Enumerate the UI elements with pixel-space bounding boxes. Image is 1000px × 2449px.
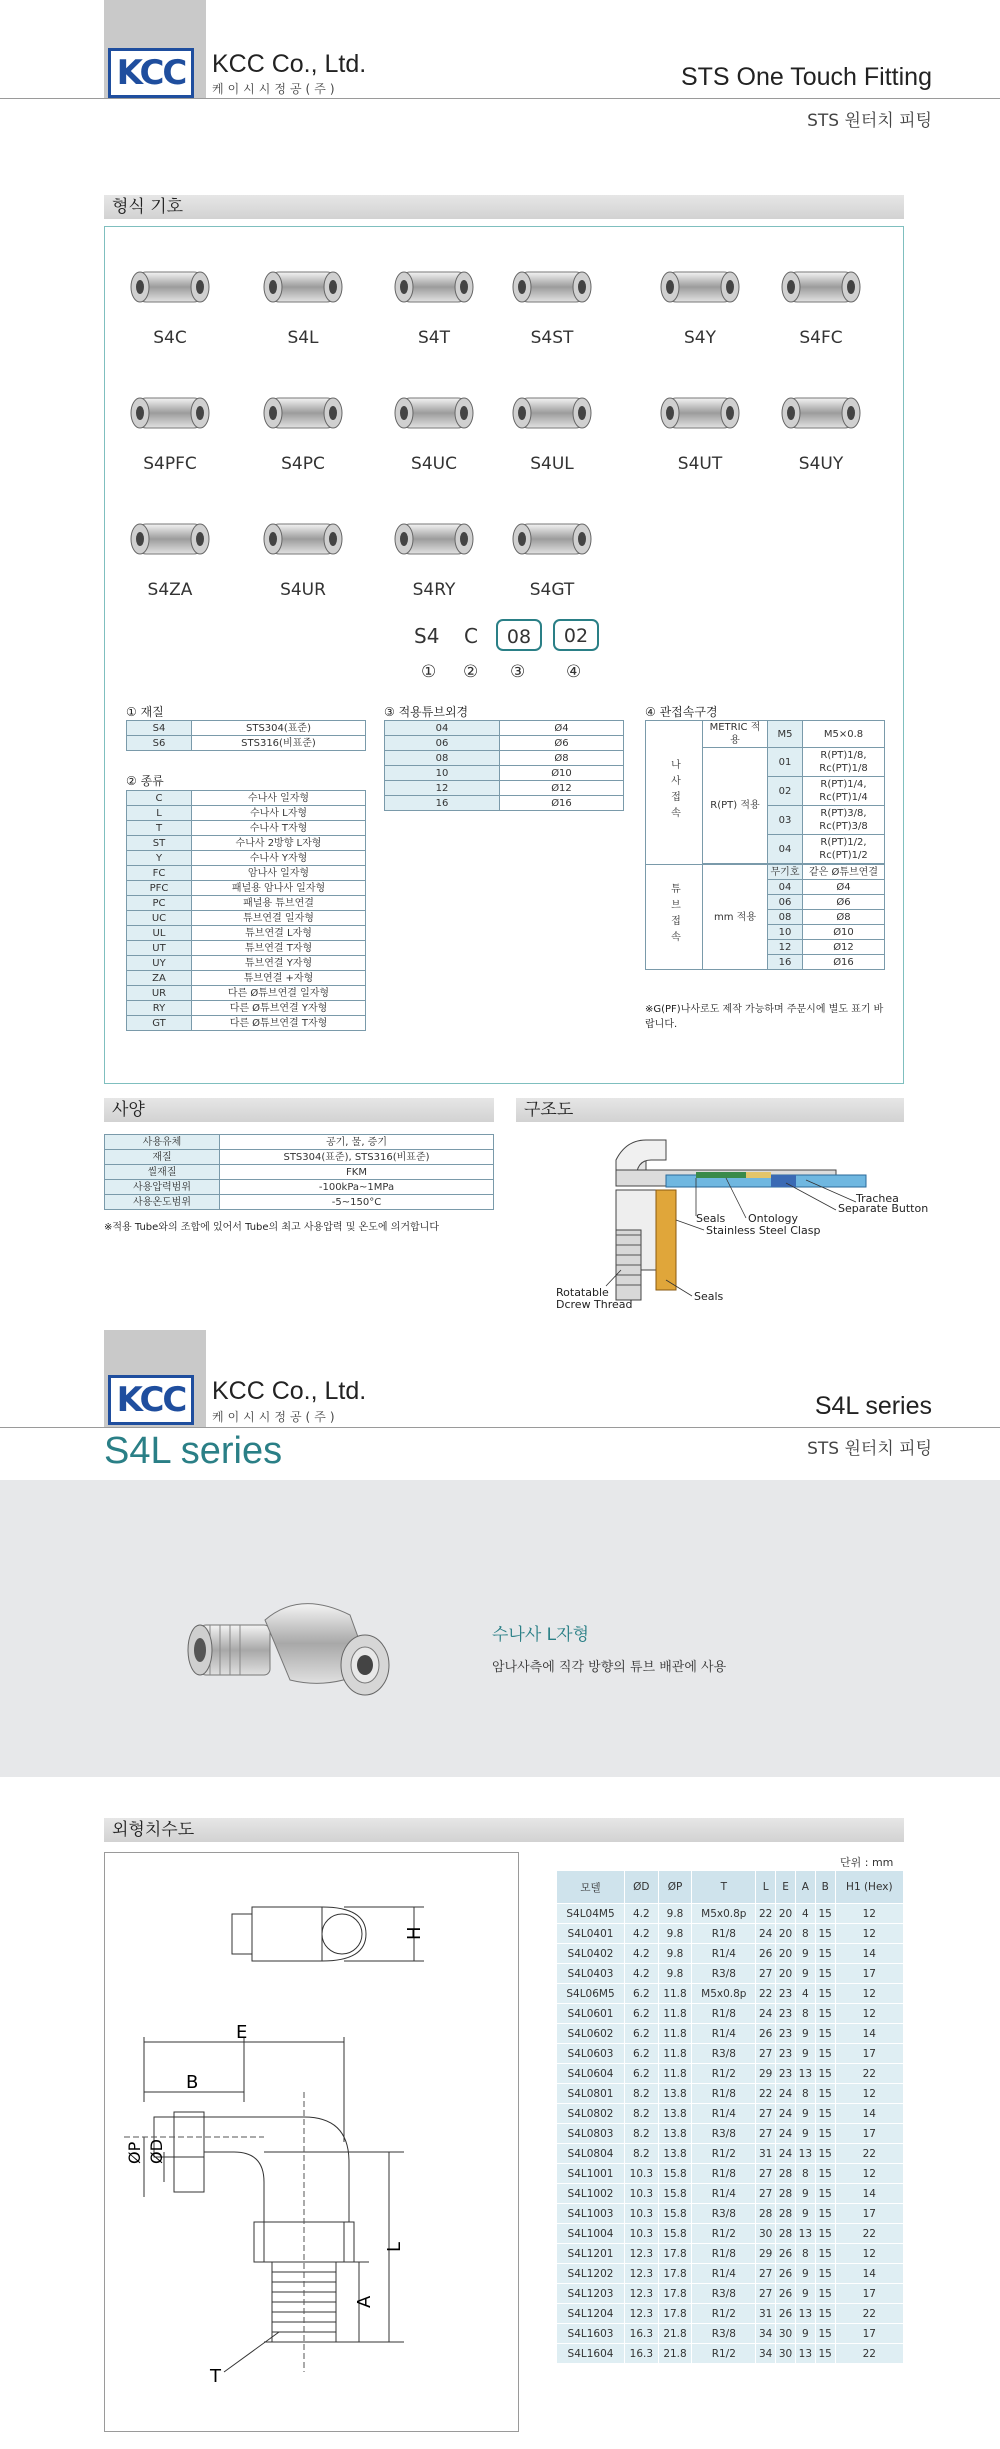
fitting-s4pc	[243, 372, 363, 474]
fitting-image	[502, 372, 602, 452]
table-row: S4L1002 10.3 15.8 R1/4 27 28 9 15 14	[557, 2184, 904, 2204]
fitting-label: S4L	[287, 328, 319, 348]
page-subtitle-2: STS 원터치 피팅	[807, 1439, 932, 1459]
fitting-label: S4Y	[684, 328, 716, 348]
table-row: UY 튜브연결 Y자형	[127, 956, 366, 971]
spec-note: ※적용 Tube와의 조합에 있어서 Tube의 최고 사용압력 및 온도에 의거합니다	[104, 1222, 440, 1233]
section-bar-structure: 구조도	[516, 1098, 904, 1122]
fitting-image	[650, 372, 750, 452]
material-table	[126, 720, 366, 751]
unit-label: 단위 : mm	[840, 1856, 894, 1869]
dim-label-t: T	[210, 2366, 221, 2387]
table-row: 10 Ø10	[385, 766, 624, 781]
table-row: S4L1604 16.3 21.8 R1/2 34 30 13 15 22	[557, 2344, 904, 2364]
table-row: S4L0603 6.2 11.8 R3/8 27 23 9 15 17	[557, 2044, 904, 2064]
fitting-label: S4FC	[799, 328, 843, 348]
label-trachea: Trachea	[856, 1192, 899, 1205]
table-row: PFC 패널용 암나사 일자형	[127, 881, 366, 896]
code-c: C	[464, 624, 478, 648]
table-row: UL 튜브연결 L자형	[127, 926, 366, 941]
code-02: 02	[553, 619, 599, 651]
table-row: L 수나사 L자형	[127, 806, 366, 821]
product-name: 수나사 L자형	[492, 1625, 589, 1645]
table-row: 사용압력범위 -100kPa~1MPa	[105, 1180, 494, 1195]
column-header: 모델	[557, 1871, 625, 1904]
column-header: H1 (Hex)	[835, 1871, 903, 1904]
table-row: 사용유체 공기, 물, 증기	[105, 1135, 494, 1150]
label-ontology: Ontology	[748, 1212, 798, 1225]
section-bar-types: 형식 기호	[104, 195, 904, 219]
table-header-row	[557, 1871, 904, 1904]
logo-text: KCC	[116, 53, 186, 93]
fitting-s4ul	[492, 372, 612, 474]
tube-caption: ③ 적용튜브외경	[384, 705, 469, 719]
company-name-kr: 케이시시정공(주)	[212, 82, 339, 96]
table-row: RY 다른 Ø튜브연결 Y자형	[127, 1001, 366, 1016]
table-row: 04 Ø4	[385, 721, 624, 736]
label-seals-1: Seals	[696, 1212, 726, 1225]
fitting-s4uy	[761, 372, 881, 474]
table-row: S4L0801 8.2 13.8 R1/8 22 24 8 15 12	[557, 2084, 904, 2104]
table-row: S4L0604 6.2 11.8 R1/2 29 23 13 15 22	[557, 2064, 904, 2084]
conn-caption: ④ 관접속구경	[645, 705, 718, 719]
label-separate-button: Separate Button	[838, 1202, 929, 1215]
fitting-s4gt	[492, 498, 612, 600]
table-row: S4L1603 16.3 21.8 R3/8 34 30 9 15 17	[557, 2324, 904, 2344]
column-header: B	[815, 1871, 835, 1904]
dim-label-e: E	[236, 2022, 248, 2043]
fitting-s4l	[243, 246, 363, 348]
series-heading: S4L series	[104, 1430, 283, 1472]
table-row: 사용온도범위 -5~150°C	[105, 1195, 494, 1210]
table-row: ST 수나사 2방향 L자형	[127, 836, 366, 851]
fitting-label: S4T	[418, 328, 450, 348]
table-row: UC 튜브연결 일자형	[127, 911, 366, 926]
fitting-s4ut	[640, 372, 760, 474]
fitting-image	[650, 246, 750, 326]
table-row: S4L1201 12.3 17.8 R1/8 29 26 8 15 12	[557, 2244, 904, 2264]
fitting-label: S4UL	[530, 454, 574, 474]
code-08: 08	[496, 619, 542, 651]
label-dcrew-thread: Dcrew Thread	[556, 1298, 633, 1311]
fitting-label: S4PFC	[143, 454, 197, 474]
s4l-product-image	[180, 1570, 400, 1720]
table-row: S4L06M5 6.2 11.8 M5x0.8p 22 23 4 15 12	[557, 1984, 904, 2004]
company-name: KCC Co., Ltd.	[212, 50, 367, 78]
fitting-s4ur	[243, 498, 363, 600]
structure-diagram	[516, 1130, 929, 1320]
fitting-s4t	[374, 246, 494, 348]
label-clasp: Stainless Steel Clasp	[706, 1224, 821, 1237]
table-row: S4L0804 8.2 13.8 R1/2 31 24 13 15 22	[557, 2144, 904, 2164]
fitting-image	[502, 246, 602, 326]
thread-connection-label: 나사접속	[646, 721, 703, 865]
label-seals-2: Seals	[694, 1290, 724, 1303]
page-subtitle: STS 원터치 피팅	[807, 111, 932, 131]
material-caption: ① 재질	[126, 705, 164, 719]
table-row: S4L1003 10.3 15.8 R3/8 28 28 9 15 17	[557, 2204, 904, 2224]
code-num1: ①	[421, 662, 437, 682]
fitting-label: S4UC	[411, 454, 457, 474]
table-row: PC 패널용 튜브연결	[127, 896, 366, 911]
column-header: ØD	[625, 1871, 659, 1904]
fitting-label: S4ZA	[147, 580, 193, 600]
table-row: S4L0403 4.2 9.8 R3/8 27 20 9 15 17	[557, 1964, 904, 1984]
kcc-logo	[108, 48, 194, 98]
fitting-s4y	[640, 246, 760, 348]
company-name-kr-2: 케이시시정공(주)	[212, 1410, 339, 1424]
logo-text-2: KCC	[116, 1380, 186, 1420]
fitting-image	[384, 246, 484, 326]
dim-label-h: H	[404, 1926, 425, 1940]
conn-note: ※G(PF)나사로도 제작 가능하며 주문시에 별도 표기 바랍니다.	[645, 1004, 884, 1030]
table-row: S4L1004 10.3 15.8 R1/2 30 28 13 15 22	[557, 2224, 904, 2244]
table-row: 08 Ø8	[385, 751, 624, 766]
table-row: S4L1202 12.3 17.8 R1/4 27 26 9 15 14	[557, 2264, 904, 2284]
dim-label-l: L	[384, 2241, 405, 2252]
fitting-image	[384, 372, 484, 452]
fitting-image	[120, 498, 220, 578]
table-row: ZA 튜브연결 +자형	[127, 971, 366, 986]
fitting-image	[253, 372, 353, 452]
section-bar-dimensions: 외형치수도	[104, 1818, 904, 1842]
table-row: S6 STS316(비표준)	[127, 736, 366, 751]
fitting-image	[771, 372, 871, 452]
kind-table	[126, 790, 366, 1031]
fitting-image	[120, 246, 220, 326]
table-row: S4L1204 12.3 17.8 R1/2 31 26 13 15 22	[557, 2304, 904, 2324]
fitting-s4ry	[374, 498, 494, 600]
table-row: GT 다른 Ø튜브연결 T자형	[127, 1016, 366, 1031]
dim-label-p: ØP	[125, 2141, 144, 2164]
dimension-drawing	[104, 1852, 519, 2432]
table-row: UT 튜브연결 T자형	[127, 941, 366, 956]
page-title: STS One Touch Fitting	[680, 63, 932, 91]
fitting-image	[502, 498, 602, 578]
table-row: S4L0402 4.2 9.8 R1/4 26 20 9 15 14	[557, 1944, 904, 1964]
fitting-s4fc	[761, 246, 881, 348]
table-row: S4L04M5 4.2 9.8 M5x0.8p 22 20 4 15 12	[557, 1904, 904, 1924]
product-description: 암나사측에 직각 방향의 튜브 배관에 사용	[492, 1660, 727, 1675]
fitting-label: S4GT	[529, 580, 575, 600]
fitting-image	[771, 246, 871, 326]
dim-label-a: A	[354, 2295, 375, 2308]
header-divider	[0, 98, 1000, 99]
fitting-label: S4C	[153, 328, 187, 348]
dim-label-d: ØD	[147, 2139, 166, 2164]
code-num3: ③	[510, 662, 526, 682]
table-row: S4L1203 12.3 17.8 R3/8 27 26 9 15 17	[557, 2284, 904, 2304]
dim-label-b: B	[186, 2072, 199, 2093]
fitting-image	[253, 246, 353, 326]
table-row: S4L0401 4.2 9.8 R1/8 24 20 8 15 12	[557, 1924, 904, 1944]
label-rotatable: Rotatable	[556, 1286, 609, 1299]
table-row: S4L0602 6.2 11.8 R1/4 26 23 9 15 14	[557, 2024, 904, 2044]
column-header: ØP	[658, 1871, 692, 1904]
fitting-image	[253, 498, 353, 578]
table-row: 씰재질 FKM	[105, 1165, 494, 1180]
column-header: A	[795, 1871, 815, 1904]
table-row: S4 STS304(표준)	[127, 721, 366, 736]
fitting-s4za	[110, 498, 230, 600]
code-s4: S4	[414, 624, 440, 648]
table-row: UR 다른 Ø튜브연결 일자형	[127, 986, 366, 1001]
tube-table	[384, 720, 624, 811]
section-bar-spec: 사양	[104, 1098, 494, 1122]
fitting-label: S4UT	[677, 454, 723, 474]
table-row: Y 수나사 Y자형	[127, 851, 366, 866]
code-num4: ④	[566, 662, 582, 682]
spec-table	[104, 1134, 494, 1210]
table-row: FC 암나사 일자형	[127, 866, 366, 881]
header-divider-2	[0, 1427, 1000, 1428]
table-row: 16 Ø16	[385, 796, 624, 811]
fitting-label: S4ST	[530, 328, 574, 348]
fitting-image	[120, 372, 220, 452]
fitting-label: S4UR	[280, 580, 326, 600]
table-row: S4L1001 10.3 15.8 R1/8 27 28 8 15 12	[557, 2164, 904, 2184]
column-header: E	[776, 1871, 796, 1904]
fitting-image	[384, 498, 484, 578]
kcc-logo-2	[108, 1375, 194, 1425]
table-row: S4L0803 8.2 13.8 R3/8 27 24 9 15 17	[557, 2124, 904, 2144]
connection-table: 나사접속 METRIC 적용 M5 M5×0.8 R(PT) 적용 01 R(PT)1/8, Rc(PT)1/8 02 R(PT)1/4, Rc(PT)1/4 03 R(PT)3/8, Rc(PT)3/8 04 R(PT)1/2, Rc(PT)1/2 튜브접속 mm 적용 무기호 같은 Ø튜브연결 04 Ø4 06 Ø6 08 Ø8 10 Ø10 12 Ø12 16 Ø16	[645, 720, 885, 970]
table-row: S4L0802 8.2 13.8 R1/4 27 24 9 15 14	[557, 2104, 904, 2124]
column-header: L	[756, 1871, 776, 1904]
table-row: S4L0601 6.2 11.8 R1/8 24 23 8 15 12	[557, 2004, 904, 2024]
fitting-label: S4UY	[798, 454, 844, 474]
table-row: C 수나사 일자형	[127, 791, 366, 806]
dimension-table	[556, 1870, 904, 2364]
fitting-s4pfc	[110, 372, 230, 474]
table-row: 06 Ø6	[385, 736, 624, 751]
tube-connection-label: 튜브접속	[646, 865, 703, 970]
fitting-s4uc	[374, 372, 494, 474]
fitting-cross-section	[616, 1140, 866, 1300]
page-title-2: S4L series	[814, 1392, 932, 1420]
kind-caption: ② 종류	[126, 774, 164, 788]
code-num2: ②	[463, 662, 479, 682]
table-row: 12 Ø12	[385, 781, 624, 796]
fitting-label: S4PC	[281, 454, 325, 474]
table-row: 재질 STS304(표준), STS316(비표준)	[105, 1150, 494, 1165]
table-row: T 수나사 T자형	[127, 821, 366, 836]
fitting-label: S4RY	[412, 580, 456, 600]
fitting-s4st	[492, 246, 612, 348]
company-name-2: KCC Co., Ltd.	[212, 1377, 367, 1405]
column-header: T	[692, 1871, 756, 1904]
fitting-s4c	[110, 246, 230, 348]
